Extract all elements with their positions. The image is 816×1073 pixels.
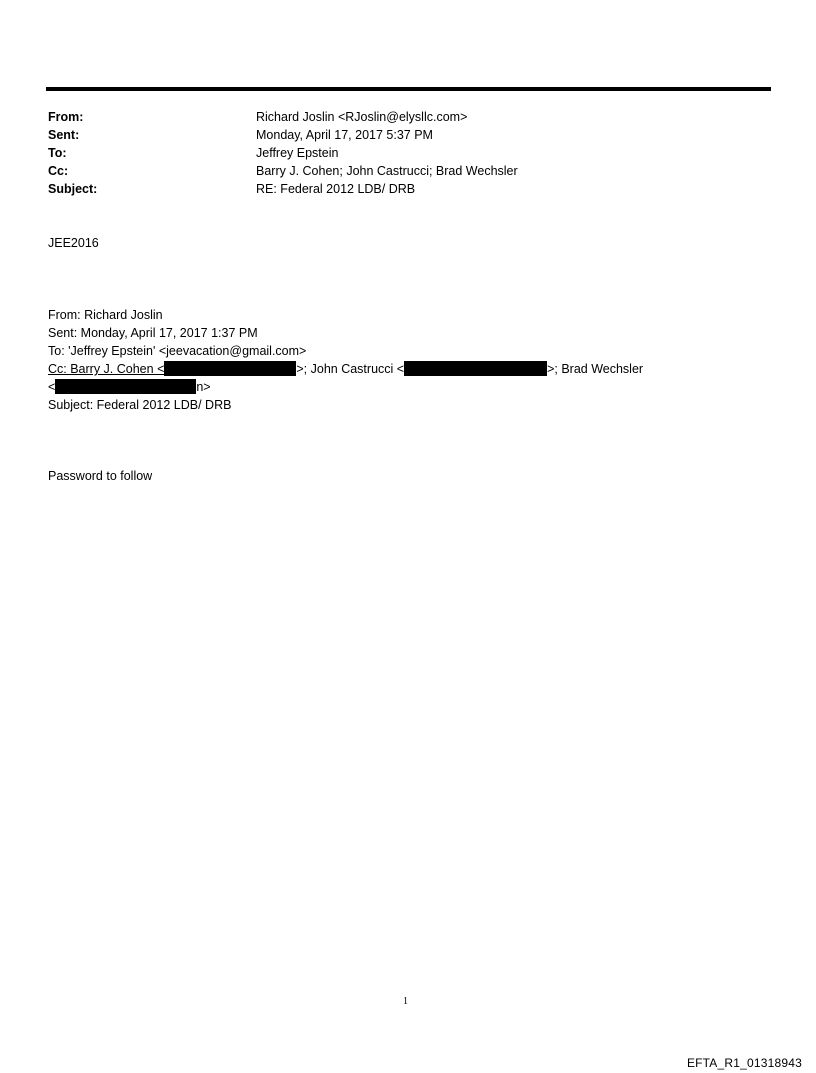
sent-row (48, 126, 518, 144)
header-rule (46, 87, 771, 91)
subject-row (48, 180, 518, 198)
cc-row (48, 162, 518, 180)
quoted-cc-line2-close: n> (196, 380, 211, 394)
sent-value: Monday, April 17, 2017 5:37 PM (256, 128, 433, 142)
subject-value: RE: Federal 2012 LDB/ DRB (256, 182, 416, 196)
redaction-block (164, 361, 296, 376)
redaction-block (55, 379, 196, 394)
quoted-subject: Subject: Federal 2012 LDB/ DRB (48, 398, 232, 412)
quoted-cc-part1: Cc: Barry J. Cohen < (48, 362, 165, 376)
quoted-cc (48, 360, 643, 378)
subject-label: Subject: (48, 182, 98, 196)
from-row (48, 108, 518, 126)
cc-label: Cc: (48, 164, 69, 178)
quoted-cc-continued (48, 378, 211, 396)
body-line: JEE2016 (48, 236, 99, 250)
from-label: From: (48, 110, 84, 124)
to-row (48, 144, 518, 162)
to-value: Jeffrey Epstein (256, 146, 339, 160)
quoted-cc-part2: >; John Castrucci < (296, 362, 405, 376)
quoted-message: Password to follow (48, 469, 153, 483)
sent-label: Sent: (48, 128, 80, 142)
quoted-sent: Sent: Monday, April 17, 2017 1:37 PM (48, 326, 258, 340)
quoted-to: To: 'Jeffrey Epstein' <jeevacation@gmail.com> (48, 344, 307, 358)
quoted-cc-part3: >; Brad Wechsler (547, 362, 644, 376)
page-number: 1 (403, 996, 408, 1007)
from-value: Richard Joslin <RJoslin@elysllc.com> (256, 110, 468, 124)
quoted-from: From: Richard Joslin (48, 308, 163, 322)
redaction-block (404, 361, 547, 376)
document-id: EFTA_R1_01318943 (686, 1056, 802, 1070)
to-label: To: (48, 146, 67, 160)
quoted-cc-line2-open: < (48, 380, 56, 394)
email-header (48, 108, 518, 198)
cc-value: Barry J. Cohen; John Castrucci; Brad Wechsler (256, 164, 518, 178)
